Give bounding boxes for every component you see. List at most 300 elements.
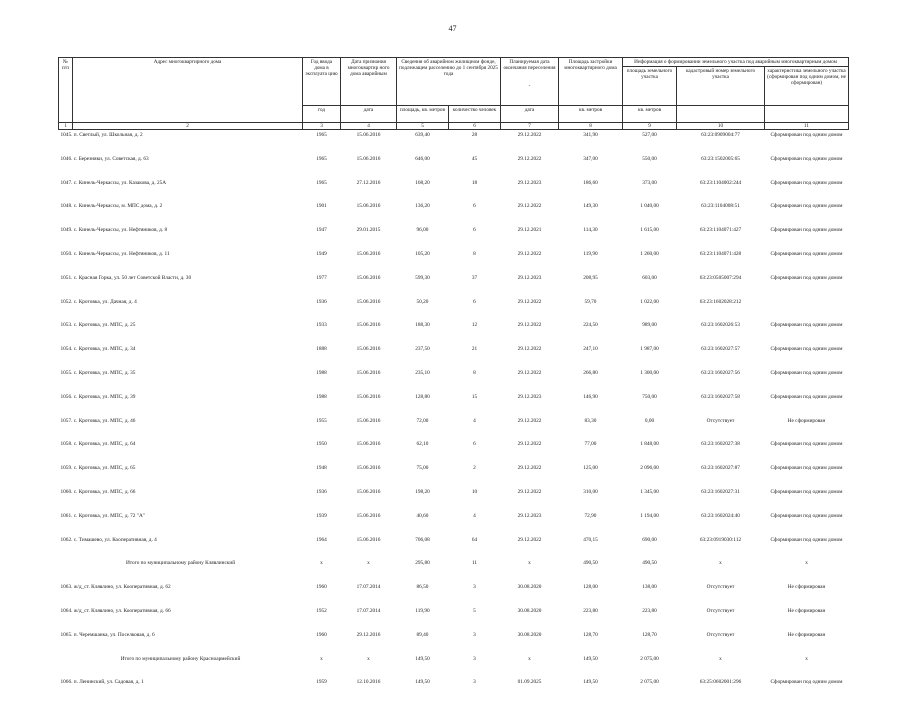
table-row [59, 463, 849, 487]
col-number: 9 [623, 123, 677, 130]
cell-year: 1955 [303, 416, 341, 440]
cell-year: 1988 [303, 392, 341, 416]
cell-address-text: с. Кротовка, ул. МПС, д. 72 "А" [74, 513, 145, 519]
cell-area: 706,08 [397, 535, 449, 559]
cell-plan: 29.12.2022 [501, 463, 559, 487]
cell-address-text: с. Красная Горка, ул. 50 лет Советской Власти, д. 30 [74, 275, 191, 281]
cell-year: 1964 [303, 535, 341, 559]
cell-building: 149,50 [559, 677, 623, 701]
total-label: Итого по муниципальному району Клявлинский [59, 558, 303, 582]
cell-building: 470,15 [559, 535, 623, 559]
cell-year: 1948 [303, 463, 341, 487]
cell-number: 1053. [61, 322, 73, 328]
cell-number: 1064. [61, 608, 73, 614]
cell-address [59, 225, 303, 249]
header-planned-date-label: Планируемая дата окончания переселения [504, 59, 556, 71]
cell-year: 1936 [303, 297, 341, 321]
cell-land: 1 345,00 [623, 487, 677, 511]
cell-land: 1 040,00 [623, 201, 677, 225]
cell-date: 15.06.2016 [341, 463, 397, 487]
cell-address-text: с. Кинель-Черкассы, ул. Нефтяников, д. 11 [74, 251, 170, 257]
cell-number: 1058. [61, 441, 73, 447]
cell-plan: 29.12.2022 [501, 320, 559, 344]
table-row [59, 439, 849, 463]
cell-number: 1063. [61, 584, 73, 590]
unit-date: дата [341, 106, 397, 123]
cell-building: 128,70 [559, 630, 623, 654]
cell-cadastral: Отсутствует [677, 416, 765, 440]
cell-address [59, 677, 303, 701]
table-row [59, 392, 849, 416]
cell-address-text: с. Тимашево, ул. Кооперативная, д. 4 [74, 537, 157, 543]
cell-address [59, 463, 303, 487]
cell-people: 3 [449, 677, 501, 701]
cell-year: 1965 [303, 130, 341, 154]
cell-characteristic: x [765, 654, 849, 678]
cell-address [59, 511, 303, 535]
cell-characteristic: Сформирован под одним домом [765, 368, 849, 392]
cell-land: 690,00 [623, 535, 677, 559]
cell-date: 27.12.2016 [341, 178, 397, 202]
cell-area: 599,30 [397, 273, 449, 297]
header-land-char: характеристика земельного участка (сформирован под одним домом, не сформирован) [765, 67, 849, 106]
cell-address-text: с. Кротовка, ул. МПС, д. 34 [74, 346, 136, 352]
table-body [59, 130, 849, 701]
column-numbers-row [59, 123, 849, 130]
cell-land: 527,00 [623, 130, 677, 154]
cell-plan: 01.09.2025 [501, 677, 559, 701]
cell-cadastral: 63:23:1104071:428 [677, 249, 765, 273]
cell-people: 5 [449, 606, 501, 630]
cell-people: 11 [449, 558, 501, 582]
cell-area: 198,20 [397, 487, 449, 511]
col-number: 7 [501, 123, 559, 130]
cell-building: 125,00 [559, 463, 623, 487]
cell-area: 188,30 [397, 320, 449, 344]
cell-people: 3 [449, 654, 501, 678]
cell-cadastral: Отсутствует [677, 582, 765, 606]
cell-year: 1952 [303, 606, 341, 630]
cell-area: 235,10 [397, 368, 449, 392]
cell-number: 1062. [61, 537, 73, 543]
cell-building: 341,90 [559, 130, 623, 154]
cell-characteristic [765, 297, 849, 321]
cell-plan: 29.12.2023 [501, 178, 559, 202]
cell-cadastral: 63:23:1602027:58 [677, 392, 765, 416]
cell-date: 15.06.2016 [341, 535, 397, 559]
cell-area: 168,20 [397, 178, 449, 202]
cell-land: 1 300,00 [623, 368, 677, 392]
cell-number: 1057. [61, 418, 73, 424]
cell-area: 40,60 [397, 511, 449, 535]
cell-building: 490,50 [559, 558, 623, 582]
cell-people: 6 [449, 201, 501, 225]
cell-date: 15.06.2016 [341, 368, 397, 392]
cell-date: 15.06.2016 [341, 344, 397, 368]
cell-cadastral: 63:25:0602001:296 [677, 677, 765, 701]
cell-building: 266,80 [559, 368, 623, 392]
cell-number: 1045. [61, 132, 73, 138]
cell-land: 0,00 [623, 416, 677, 440]
cell-date: 15.06.2016 [341, 511, 397, 535]
cell-date: 15.06.2016 [341, 154, 397, 178]
cell-area: 149,50 [397, 677, 449, 701]
header-fund: Сведения об аварийном жилищном фонде, подлежащем расселению до 1 сентября 2025 года [397, 58, 501, 106]
table-row [59, 130, 849, 154]
cell-land: 550,00 [623, 154, 677, 178]
cell-building: 59,70 [559, 297, 623, 321]
cell-address-text: с. Кротовка, ул. МПС, д. 66 [74, 489, 136, 495]
cell-building: 149,50 [559, 654, 623, 678]
cell-characteristic: Не сформирован [765, 416, 849, 440]
cell-year: 1949 [303, 249, 341, 273]
header-planned-date [501, 58, 559, 106]
header-no: № п/п [59, 58, 73, 123]
cell-year: x [303, 558, 341, 582]
cell-plan: 29.12.2022 [501, 130, 559, 154]
cell-people: 12 [449, 320, 501, 344]
cell-date: 15.06.2016 [341, 320, 397, 344]
cell-characteristic: x [765, 558, 849, 582]
cell-people: 21 [449, 344, 501, 368]
cell-year: 1988 [303, 368, 341, 392]
cell-plan: 29.12.2021 [501, 225, 559, 249]
cell-characteristic: Сформирован под одним домом [765, 201, 849, 225]
cell-date: x [341, 558, 397, 582]
cell-plan: 29.12.2022 [501, 416, 559, 440]
cell-year: 1950 [303, 439, 341, 463]
cell-year: 1933 [303, 320, 341, 344]
table-row [59, 368, 849, 392]
cell-year: 1939 [303, 511, 341, 535]
cell-area: 128,80 [397, 392, 449, 416]
cell-characteristic: Сформирован под одним домом [765, 392, 849, 416]
cell-cadastral: 63:23:1104002:244 [677, 178, 765, 202]
cell-year: 1959 [303, 677, 341, 701]
table-row [59, 511, 849, 535]
unit-cadastral-empty [677, 106, 765, 123]
header-address: Адрес многоквартирного дома [73, 58, 303, 123]
cell-date: 29.12.2016 [341, 630, 397, 654]
cell-date: 15.06.2016 [341, 439, 397, 463]
cell-building: 310,00 [559, 487, 623, 511]
cell-characteristic: Сформирован под одним домом [765, 511, 849, 535]
cell-year: 1936 [303, 487, 341, 511]
cell-people: 15 [449, 392, 501, 416]
cell-plan: 29.12.2022 [501, 249, 559, 273]
unit-char-empty [765, 106, 849, 123]
cell-number: 1060. [61, 489, 73, 495]
cell-people: 3 [449, 630, 501, 654]
cell-number: 1055. [61, 370, 73, 376]
cell-building: 146,90 [559, 392, 623, 416]
cell-plan: 29.12.2022 [501, 344, 559, 368]
cell-area: 295,80 [397, 558, 449, 582]
cell-people: 4 [449, 511, 501, 535]
cell-address-text: с. Кротовка, ул. МПС, д. 25 [74, 322, 136, 328]
cell-address-text: ж/д_ст. Клявлино, ул. Кооперативная, д. 62 [74, 584, 171, 590]
cell-cadastral: 63:23:1502005:65 [677, 154, 765, 178]
cell-address-text: п. Черемшанка, ул. Поселковая, д. 6 [74, 632, 155, 638]
table-row [59, 677, 849, 701]
header-year: Год ввода дома в эксплуата цию [303, 58, 341, 106]
cell-date: 15.06.2016 [341, 416, 397, 440]
cell-plan: x [501, 558, 559, 582]
cell-characteristic: Сформирован под одним домом [765, 273, 849, 297]
cell-characteristic: Не сформирован [765, 630, 849, 654]
cell-cadastral: 63:23:1602028:212 [677, 297, 765, 321]
table-row [59, 320, 849, 344]
cell-people: 10 [449, 487, 501, 511]
cell-address-text: с. Кротовка, ул. Дачная, д. 4 [74, 299, 137, 305]
cell-number: 1046. [61, 156, 73, 162]
cell-land: 2 075,00 [623, 677, 677, 701]
cell-cadastral: Отсутствует [677, 606, 765, 630]
cell-address [59, 606, 303, 630]
cell-cadastral: x [677, 654, 765, 678]
cell-characteristic: Сформирован под одним домом [765, 535, 849, 559]
cell-address [59, 130, 303, 154]
cell-people: 4 [449, 416, 501, 440]
cell-address-text: с. Кротовка, ул. МПС, д. 65 [74, 465, 136, 471]
col-number: 5 [397, 123, 449, 130]
cell-area: 72,00 [397, 416, 449, 440]
cell-people: 18 [449, 178, 501, 202]
cell-land: 1 615,00 [623, 225, 677, 249]
cell-address [59, 297, 303, 321]
cell-cadastral: 63:23:0505007:294 [677, 273, 765, 297]
cell-number: 1050. [61, 251, 73, 257]
cell-address [59, 630, 303, 654]
cell-number: 1066. [61, 679, 73, 685]
cell-address [59, 320, 303, 344]
emergency-housing-table [58, 57, 849, 701]
cell-address [59, 273, 303, 297]
cell-plan: 29.12.2022 [501, 154, 559, 178]
cell-people: 3 [449, 582, 501, 606]
cell-address [59, 154, 303, 178]
cell-land: 2 075,00 [623, 654, 677, 678]
col-number: 3 [303, 123, 341, 130]
cell-area: 75,00 [397, 463, 449, 487]
cell-address [59, 487, 303, 511]
cell-cadastral: 63:23:1602027:38 [677, 439, 765, 463]
header-land-info: Информация о формировании земельного участка под аварийным многоквартирным домом [623, 58, 849, 67]
cell-plan: 30.08.2020 [501, 630, 559, 654]
cell-number: 1048. [61, 203, 73, 209]
cell-number: 1047. [61, 180, 73, 186]
cell-land: 1 848,00 [623, 439, 677, 463]
cell-cadastral: 63:23:0909004:77 [677, 130, 765, 154]
col-number: 2 [73, 123, 303, 130]
total-row [59, 558, 849, 582]
cell-address [59, 439, 303, 463]
cell-plan: x [501, 654, 559, 678]
cell-building: 208,95 [559, 273, 623, 297]
cell-people: 2 [449, 463, 501, 487]
cell-number: 1059. [61, 465, 73, 471]
cell-date: 15.06.2016 [341, 273, 397, 297]
cell-plan: 29.12.2022 [501, 368, 559, 392]
col-number: 6 [449, 123, 501, 130]
table-row [59, 178, 849, 202]
cell-characteristic: Сформирован под одним домом [765, 178, 849, 202]
cell-area: 50,20 [397, 297, 449, 321]
cell-land: 223,80 [623, 606, 677, 630]
cell-address [59, 582, 303, 606]
cell-area: 136,20 [397, 201, 449, 225]
cell-area: 119,90 [397, 606, 449, 630]
cell-area: 237,50 [397, 344, 449, 368]
cell-number: 1049. [61, 227, 73, 233]
cell-area: 62,10 [397, 439, 449, 463]
cell-building: 223,80 [559, 606, 623, 630]
cell-land: 603,00 [623, 273, 677, 297]
cell-building: 149,30 [559, 201, 623, 225]
cell-characteristic: Сформирован под одним домом [765, 439, 849, 463]
table-row [59, 225, 849, 249]
cell-land: 2 096,00 [623, 463, 677, 487]
cell-building: 224,50 [559, 320, 623, 344]
cell-cadastral: 63:23:1104071:427 [677, 225, 765, 249]
table-row [59, 582, 849, 606]
cell-building: 247,10 [559, 344, 623, 368]
table-row [59, 249, 849, 273]
cell-cadastral: 63:23:1602027:31 [677, 487, 765, 511]
table-row [59, 344, 849, 368]
cell-building: 186,60 [559, 178, 623, 202]
cell-date: 15.06.2016 [341, 297, 397, 321]
cell-land: 1 987,00 [623, 344, 677, 368]
cell-characteristic: Сформирован под одним домом [765, 320, 849, 344]
cell-number: 1061. [61, 513, 73, 519]
cell-land: 1 194,00 [623, 511, 677, 535]
cell-area: 96,00 [397, 225, 449, 249]
cell-land: 1 260,00 [623, 249, 677, 273]
cell-date: 15.06.2016 [341, 392, 397, 416]
cell-building: 77,00 [559, 439, 623, 463]
table-row [59, 201, 849, 225]
cell-cadastral: Отсутствует [677, 630, 765, 654]
cell-address-text: ж/д_ст. Клявлино, ул. Кооперативная, д. 66 [74, 608, 171, 614]
table-row [59, 416, 849, 440]
cell-address-text: п. Светлый, ул. Школьная, д. 2 [74, 132, 143, 138]
col-number: 4 [341, 123, 397, 130]
cell-land: 490,50 [623, 558, 677, 582]
cell-year: 1977 [303, 273, 341, 297]
cell-plan: 29.12.2022 [501, 439, 559, 463]
cell-date: 29.01.2015 [341, 225, 397, 249]
cell-plan: 29.12.2022 [501, 297, 559, 321]
cell-area: 89,40 [397, 630, 449, 654]
header-dash: - [529, 83, 531, 89]
cell-year: 1965 [303, 178, 341, 202]
col-number: 11 [765, 123, 849, 130]
header-date-recognition: Дата признания многоквартир ного дома аварийным [341, 58, 397, 106]
cell-characteristic: Сформирован под одним домом [765, 487, 849, 511]
cell-building: 83,30 [559, 416, 623, 440]
cell-building: 72,90 [559, 511, 623, 535]
unit-count: количество человек [449, 106, 501, 123]
cell-date: 17.07.2014 [341, 606, 397, 630]
cell-cadastral: 63:23:1104008:51 [677, 201, 765, 225]
cell-cadastral: 63:23:1602027:57 [677, 344, 765, 368]
cell-year: 1965 [303, 154, 341, 178]
cell-date: x [341, 654, 397, 678]
cell-year: 1960 [303, 582, 341, 606]
cell-address-text: с. Кинель-Черкассы, м. МПС дома, д. 2 [74, 203, 163, 209]
cell-people: 64 [449, 535, 501, 559]
cell-people: 8 [449, 368, 501, 392]
cell-characteristic: Сформирован под одним домом [765, 344, 849, 368]
cell-address [59, 416, 303, 440]
cell-cadastral: 63:23:0919030:112 [677, 535, 765, 559]
cell-land: 1 022,00 [623, 297, 677, 321]
cell-address-text: с. Кинель-Черкассы, ул. Нефтяников, д. 8 [74, 227, 167, 233]
header-land-area: площадь земельного участка [623, 67, 677, 106]
cell-people: 6 [449, 297, 501, 321]
cell-people: 8 [449, 249, 501, 273]
total-label: Итого по муниципальному району Красноармейский [59, 654, 303, 678]
cell-building: 347,00 [559, 154, 623, 178]
cell-plan: 30.08.2020 [501, 582, 559, 606]
cell-address [59, 392, 303, 416]
cell-address-text: с. Березняки, ул. Советская, д. 63 [74, 156, 149, 162]
cell-date: 12.10.2016 [341, 677, 397, 701]
cell-date: 15.06.2016 [341, 130, 397, 154]
header-building-area: Площадь застройки многоквартирного дома [559, 58, 623, 106]
cell-address-text: с. Кротовка, ул. МПС, д. 35 [74, 370, 136, 376]
cell-characteristic: Сформирован под одним домом [765, 225, 849, 249]
unit-building: кв. метров [559, 106, 623, 123]
cell-address [59, 368, 303, 392]
cell-people: 37 [449, 273, 501, 297]
total-row [59, 654, 849, 678]
cell-land: 750,00 [623, 392, 677, 416]
cell-land: 138,00 [623, 582, 677, 606]
cell-date: 15.06.2016 [341, 249, 397, 273]
cell-year: 1888 [303, 344, 341, 368]
cell-address [59, 535, 303, 559]
cell-area: 646,00 [397, 154, 449, 178]
cell-plan: 29.12.2022 [501, 535, 559, 559]
table-row [59, 297, 849, 321]
cell-land: 373,00 [623, 178, 677, 202]
cell-characteristic: Сформирован под одним домом [765, 154, 849, 178]
cell-number: 1056. [61, 394, 73, 400]
cell-address [59, 249, 303, 273]
cell-land: 989,00 [623, 320, 677, 344]
cell-address [59, 201, 303, 225]
cell-building: 128,00 [559, 582, 623, 606]
cell-date: 17.07.2014 [341, 582, 397, 606]
col-number: 10 [677, 123, 765, 130]
cell-number: 1052. [61, 299, 73, 305]
table-row [59, 487, 849, 511]
cell-year: 1960 [303, 630, 341, 654]
cell-address-text: с. Кротовка, ул. МПС, д. 64 [74, 441, 136, 447]
cell-plan: 30.08.2020 [501, 606, 559, 630]
unit-year: год [303, 106, 341, 123]
col-number: 8 [559, 123, 623, 130]
page-number: 47 [0, 24, 905, 33]
cell-building: 119,90 [559, 249, 623, 273]
cell-characteristic: Сформирован под одним домом [765, 677, 849, 701]
table-row [59, 154, 849, 178]
table-row [59, 630, 849, 654]
unit-land: кв. метров [623, 106, 677, 123]
cell-characteristic: Не сформирован [765, 582, 849, 606]
